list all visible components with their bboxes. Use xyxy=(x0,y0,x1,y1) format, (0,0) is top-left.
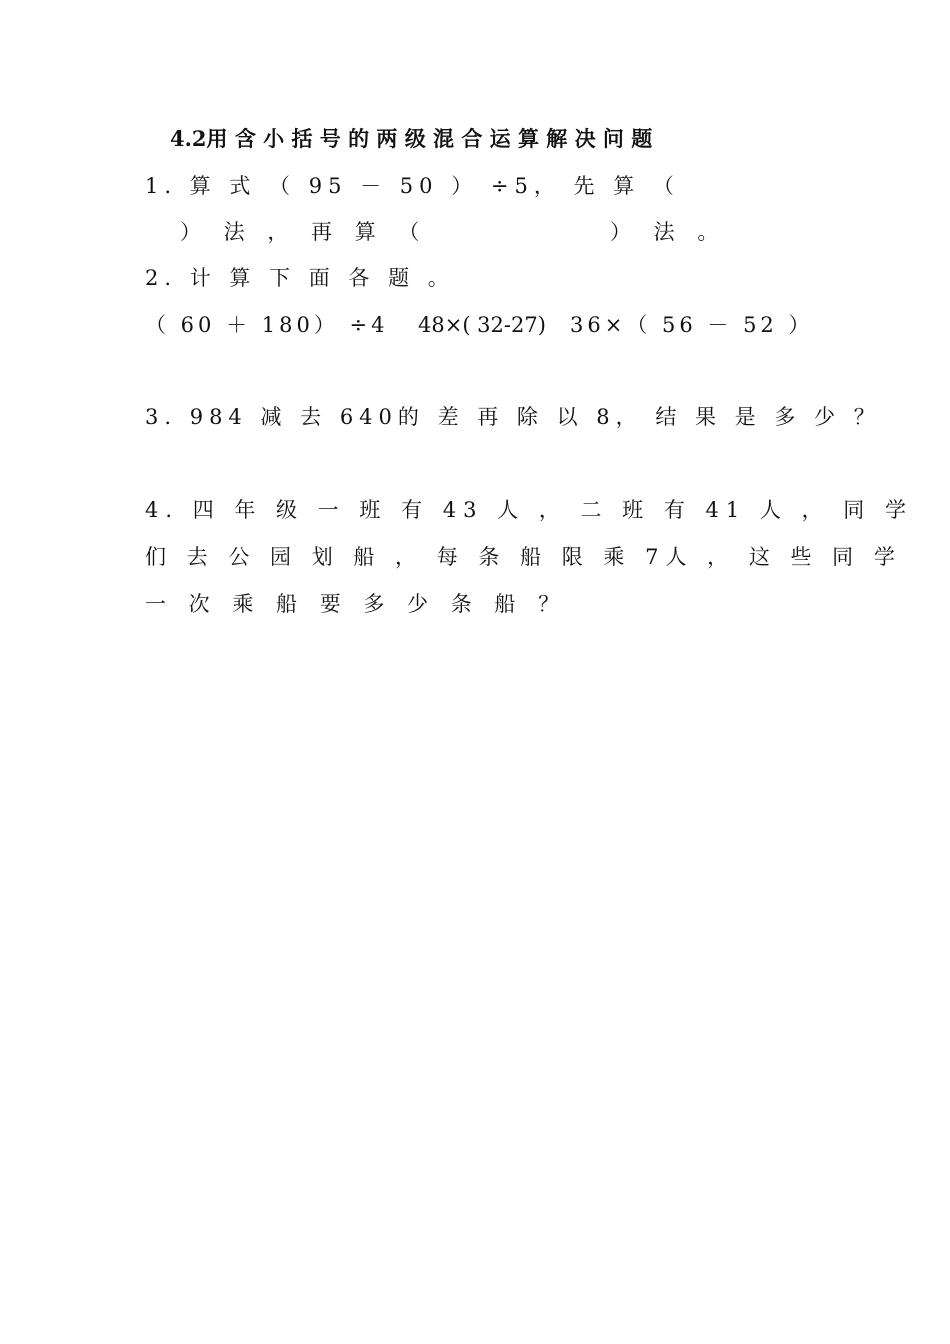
question-2-expression-2: 48×( 32-27) xyxy=(418,313,546,337)
question-2-expression-3: 36×（ 56 － 52 ） xyxy=(570,313,814,337)
question-4-line-1: 4. 四 年 级 一 班 有 43 人 ， 二 班 有 41 人 ， 同 学 xyxy=(145,498,913,522)
question-4-line-3: 一 次 乘 船 要 多 少 条 船 ？ xyxy=(145,592,568,616)
question-3-text: 3. 984 减 去 640的 差 再 除 以 8， 结 果 是 多 少 ？ xyxy=(145,405,881,429)
worksheet-title: 4.2用 含 小 括 号 的 两 级 混 合 运 算 解 决 问 题 xyxy=(170,126,653,151)
question-2-expression-1: （ 60 ＋ 180） ÷4 xyxy=(145,313,389,337)
question-1-line-2-end: ） 法 。 xyxy=(610,220,727,244)
question-1-line-2-start: ） 法 ， 再 算 （ xyxy=(180,220,428,244)
question-2-heading: 2. 计 算 下 面 各 题 。 xyxy=(145,266,455,290)
question-1-line-1: 1. 算 式 （ 95 － 50 ） ÷5， 先 算 （ xyxy=(145,174,680,198)
question-4-line-2: 们 去 公 园 划 船 ， 每 条 船 限 乘 7人 ， 这 些 同 学 xyxy=(145,545,902,569)
